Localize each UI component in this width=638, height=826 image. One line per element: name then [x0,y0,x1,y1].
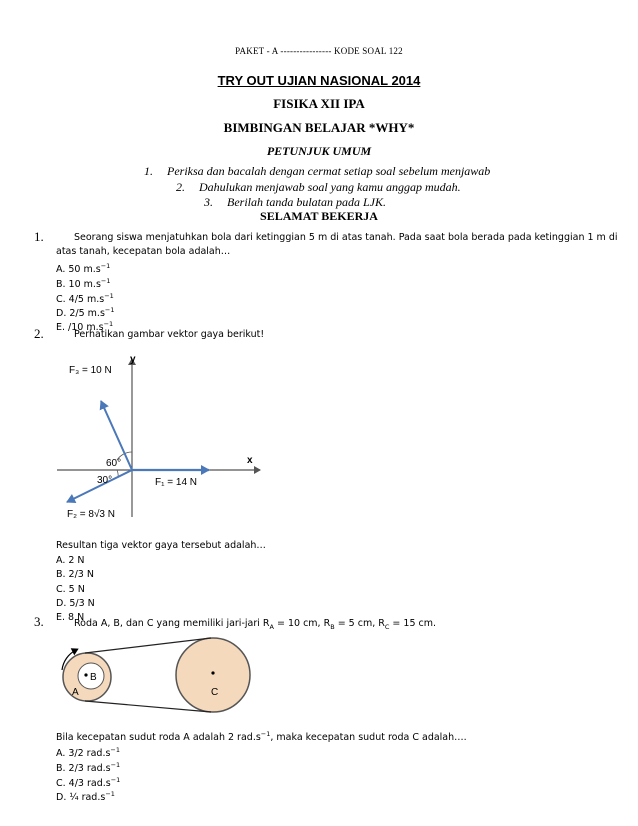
answer-option[interactable]: A. 50 $m.s^{-1}$ [56,262,111,276]
instruction-item [144,164,490,179]
answer-option[interactable]: C. 4/5 $m.s^{-1}$ [56,292,114,306]
answer-option[interactable]: D. ¼ $rad.s^{-1}$ [56,790,115,804]
question-number: 1. [34,229,44,244]
answer-option[interactable]: B. 10 $m.s^{-1}$ [56,277,111,291]
wheel-b-center [84,673,87,676]
f1-label: F₁ = 14 N [155,477,198,488]
y-axis-label: y [130,354,136,365]
instruction-text: Dahulukan menjawab soal yang kamu anggap mudah. [199,180,461,194]
question-text: Roda A, B, dan C yang memiliki jari-jari $R_A = 10$ cm, $R_B = 5$ cm, $R_C = 15$ cm. [74,618,437,631]
question-number: 2. [34,326,44,341]
wheel-c-label: C [211,687,219,698]
f2-label: F₂ = 8√3 N [67,509,115,520]
instruction-text: Periksa dan bacalah dengan cermat setiap soal sebelum menjawab [167,164,491,178]
answer-option[interactable]: D. 5/3 N [56,598,95,609]
vector-force-diagram [55,345,275,525]
answer-option[interactable]: B. 2/3 N [56,569,94,580]
answer-option[interactable]: A. 2 N [56,555,85,566]
wheel-a-label: A [72,687,79,698]
x-axis-label: x [247,455,253,466]
question-prompt: Resultan tiga vektor gaya tersebut adalah… [56,540,266,551]
institution-title: BIMBINGAN BELAJAR *WHY* [223,120,415,135]
instruction-number: 1. [144,164,153,178]
instruction-text: Berilah tanda bulatan pada LJK. [227,195,386,209]
answer-option[interactable]: E. /10 $m.s^{-1}$ [56,320,114,334]
answer-option[interactable]: E. 8 N [56,612,85,623]
instruction-item [176,180,461,195]
question-number: 3. [34,614,44,629]
answer-option[interactable]: D. 2/5 $m.s^{-1}$ [56,306,115,320]
wheel-diagram [56,636,256,716]
angle-60-label: 60° [106,458,122,469]
answer-option[interactable]: A. 3/2 $rad.s^{-1}$ [56,746,121,760]
instruction-number: 3. [204,195,213,209]
instruction-item [204,195,386,210]
question-prompt: Bila kecepatan sudut roda A adalah 2 $rad.s^{-1}$, maka kecepatan sudut roda C adalah…. [56,730,467,744]
f3-label: F₃ = 10 N [69,365,112,376]
wheel-c [176,638,250,712]
instruction-number: 2. [176,180,185,194]
question-text: atas tanah, kecepatan bola adalah… [56,246,231,257]
answer-option[interactable]: C. 5 N [56,584,85,595]
wheel-c-center [211,671,214,674]
angle-30-label: 30° [97,475,113,486]
closing-text: SELAMAT BEKERJA [260,209,378,223]
subject-title: FISIKA XII IPA [273,96,365,111]
exam-title: TRY OUT UJIAN NASIONAL 2014 [217,73,421,88]
question-text: Seorang siswa menjatuhkan bola dari ketinggian 5 m di atas tanah. Pada saat bola berada pada ketinggian 1 m di [74,232,618,243]
question-text: Perhatikan gambar vektor gaya berikut! [74,329,265,340]
answer-option[interactable]: C. 4/3 $rad.s^{-1}$ [56,776,121,790]
answer-option[interactable]: B. 2/3 $rad.s^{-1}$ [56,761,121,775]
exam-header: PAKET - A ---------------- KODE SOAL 122 [235,46,403,56]
instructions-heading: PETUNJUK UMUM [266,144,372,158]
wheel-b-label: B [90,672,97,683]
